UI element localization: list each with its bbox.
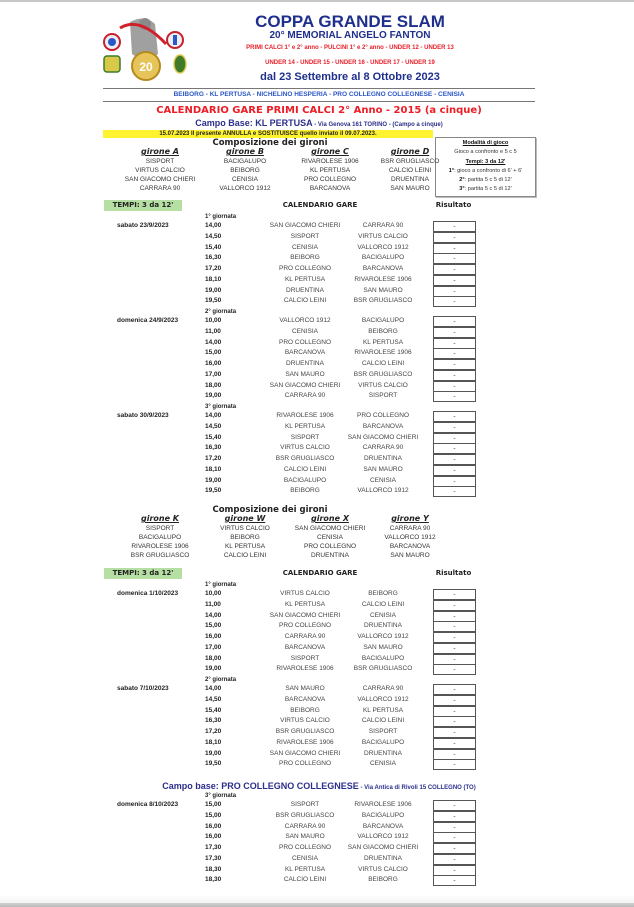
match-time: 19,50 (205, 760, 222, 768)
home-team: CALCIO LEINI (283, 465, 327, 473)
result-field[interactable]: - (433, 589, 476, 600)
result-field[interactable]: - (433, 643, 476, 654)
girone-team: RIVAROLESE 1906 (131, 543, 189, 550)
risultato-heading: Risultato (435, 201, 472, 209)
game-mode-title: Modalità di gioco (462, 140, 509, 146)
result-field[interactable]: - (433, 843, 476, 854)
home-team: SISPORT (290, 801, 320, 808)
host-clubs: BEIBORG - KL PERTUSA - NICHELINO HESPERIA - PRO COLLEGNO COLLEGNESE - CENISIA (173, 91, 465, 98)
match-time: 15,40 (205, 706, 222, 714)
away-team: SAN MAURO (363, 286, 403, 294)
away-team: BACIGALUPO (361, 317, 405, 324)
girone-team: RIVAROLESE 1906 (301, 158, 359, 165)
away-team: CARRARA 90 (362, 685, 404, 692)
away-team: BSR GRUGLIASCO (353, 370, 413, 378)
away-team: BSR GRUGLIASCO (353, 297, 413, 305)
result-field[interactable]: - (433, 338, 476, 349)
match-time: 19,00 (205, 665, 222, 673)
match-time: 10,00 (205, 317, 222, 324)
match-time: 10,00 (205, 590, 222, 597)
away-team: BACIGALUPO (361, 654, 405, 662)
away-team: RIVAROLESE 1906 (354, 349, 412, 357)
match-time: 19,00 (205, 749, 222, 757)
game-mode-tempo-2: 2°: partita 5 c 5 di 12' (459, 177, 512, 183)
giornata-label: 1° giornata (205, 582, 237, 588)
result-field[interactable]: - (433, 370, 476, 381)
away-team: RIVAROLESE 1906 (354, 275, 412, 283)
match-time: 16,00 (205, 833, 222, 841)
result-field[interactable]: - (433, 865, 476, 876)
away-team: CALCIO LEINI (361, 717, 405, 725)
girone-team: CENISIA (231, 176, 258, 183)
result-field[interactable]: - (433, 738, 476, 749)
match-time: 17,00 (205, 370, 222, 378)
result-field[interactable]: - (433, 749, 476, 760)
giornata-label: 2° giornata (205, 309, 237, 315)
home-team: VIRTUS CALCIO (280, 717, 330, 725)
match-time: 18,30 (205, 876, 222, 884)
match-time: 18,10 (205, 275, 222, 283)
risultato-heading: Risultato (435, 569, 472, 577)
result-field[interactable]: - (433, 832, 476, 843)
home-team: CALCIO LEINI (283, 297, 327, 305)
campo-base-label: Campo base: PRO COLLEGNO COLLEGNESE (162, 781, 359, 791)
home-team: RIVAROLESE 1906 (276, 738, 334, 746)
match-time: 16,00 (205, 360, 222, 367)
result-field[interactable]: - (433, 264, 476, 275)
tempi-badge: TEMPI: 3 da 12' (104, 568, 182, 579)
girone-team: BARCANOVA (389, 543, 431, 550)
home-team: CENISIA (291, 854, 318, 862)
girone-team: DRUENTINA (311, 552, 349, 559)
home-team: CARRARA 90 (284, 633, 326, 640)
home-team: DRUENTINA (286, 360, 324, 367)
away-team: VALLORCO 1912 (357, 633, 409, 640)
match-time: 16,30 (205, 444, 222, 452)
away-team: VALLORCO 1912 (357, 695, 409, 703)
away-team: BSR GRUGLIASCO (353, 665, 413, 673)
match-time: 19,00 (205, 476, 222, 484)
match-time: 16,30 (205, 717, 222, 725)
away-team: RIVAROLESE 1906 (354, 801, 412, 808)
result-field[interactable]: - (433, 706, 476, 717)
match-time: 15,00 (205, 811, 222, 819)
girone-team: CALCIO LEINI (223, 552, 267, 559)
result-field[interactable]: - (433, 296, 476, 307)
match-time: 16,30 (205, 254, 222, 262)
girone-name: girone W (224, 514, 266, 523)
home-team: KL PERTUSA (284, 600, 326, 608)
girone-team: BEIBORG (230, 534, 260, 541)
girone-team: VALLORCO 1912 (384, 534, 436, 541)
result-field[interactable]: - (433, 611, 476, 622)
match-time: 14,50 (205, 232, 222, 240)
match-time: 15,40 (205, 243, 222, 251)
girone-team: SISPORT (145, 525, 175, 532)
result-field[interactable]: - (433, 654, 476, 665)
match-time: 17,20 (205, 728, 222, 735)
away-team: CARRARA 90 (362, 222, 404, 229)
match-time: 16,00 (205, 633, 222, 640)
svg-text:20: 20 (139, 60, 153, 74)
result-field[interactable]: - (433, 664, 476, 675)
result-field[interactable]: - (433, 348, 476, 359)
match-time: 17,00 (205, 643, 222, 651)
match-time: 14,00 (205, 412, 222, 419)
girone-team: BARCANOVA (309, 185, 351, 192)
result-field[interactable]: - (433, 822, 476, 833)
campo-base-label: Campo Base: KL PERTUSA (195, 118, 313, 128)
home-team: BEIBORG (290, 254, 320, 262)
home-team: RIVAROLESE 1906 (276, 412, 334, 419)
match-time: 18,00 (205, 381, 222, 389)
home-team: RIVAROLESE 1906 (276, 665, 334, 673)
girone-team: CARRARA 90 (139, 185, 181, 192)
away-team: BACIGALUPO (361, 811, 405, 819)
away-team: PRO COLLEGNO (356, 412, 409, 419)
giornata-label: 1° giornata (205, 214, 237, 220)
giornata-label: 2° giornata (205, 677, 237, 683)
match-time: 14,00 (205, 611, 222, 619)
campo-base-1 (103, 118, 535, 128)
home-team: PRO COLLEGNO (278, 844, 331, 851)
home-team: BSR GRUGLIASCO (275, 728, 335, 735)
girone-team: SAN GIACOMO CHIERI (294, 525, 366, 532)
girone-team: KL PERTUSA (224, 543, 266, 550)
result-field[interactable]: - (433, 486, 476, 497)
result-field[interactable]: - (433, 684, 476, 695)
girone-team: BACIGALUPO (138, 534, 182, 541)
away-team: SAN MAURO (363, 465, 403, 473)
categories-line-2: UNDER 14 - UNDER 15 - UNDER 16 - UNDER 17 - UNDER 19 (265, 60, 435, 66)
result-field[interactable]: - (433, 359, 476, 370)
home-team: CARRARA 90 (284, 822, 326, 830)
home-team: VALLORCO 1912 (279, 317, 331, 324)
home-team: BARCANOVA (284, 643, 326, 651)
result-field[interactable]: - (433, 854, 476, 865)
away-team: DRUENTINA (364, 455, 402, 462)
away-team: VIRTUS CALCIO (358, 232, 408, 240)
calendario-heading: CALENDARIO GARE (282, 569, 358, 577)
home-team: BSR GRUGLIASCO (275, 811, 335, 819)
divider (103, 88, 535, 89)
game-mode-tempo-3: 3°: partita 5 c 5 di 12' (459, 186, 512, 192)
result-field[interactable]: - (433, 695, 476, 706)
girone-team: BEIBORG (230, 167, 260, 174)
campo-base-address: - Via Antica di Rivoli 15 COLLEGNO (TO) (358, 785, 476, 791)
girone-name: girone A (140, 147, 179, 156)
result-field[interactable]: - (433, 600, 476, 611)
result-field[interactable]: - (433, 316, 476, 327)
match-day: domenica 8/10/2023 (117, 801, 179, 808)
girone-name: girone Y (391, 514, 429, 523)
girone-name: girone D (390, 147, 430, 156)
result-field[interactable]: - (433, 433, 476, 444)
away-team: SISPORT (368, 392, 398, 400)
away-team: BACIGALUPO (361, 254, 405, 262)
result-field[interactable]: - (433, 253, 476, 264)
match-time: 17,20 (205, 455, 222, 462)
result-field[interactable]: - (433, 716, 476, 727)
match-time: 15,00 (205, 349, 222, 357)
home-team: BARCANOVA (284, 695, 326, 703)
match-time: 19,00 (205, 392, 222, 400)
away-team: BEIBORG (368, 327, 398, 335)
match-time: 18,00 (205, 654, 222, 662)
result-field[interactable]: - (433, 875, 476, 886)
match-time: 11,00 (205, 600, 221, 608)
result-field[interactable]: - (433, 327, 476, 338)
home-team: VIRTUS CALCIO (280, 590, 330, 597)
bottom-border (0, 903, 634, 907)
away-team: SAN GIACOMO CHIERI (347, 844, 419, 851)
away-team: BARCANOVA (362, 422, 404, 430)
match-time: 15,00 (205, 801, 222, 808)
match-time: 17,20 (205, 265, 222, 272)
home-team: SAN MAURO (285, 685, 325, 692)
divider (103, 101, 535, 102)
result-field[interactable]: - (433, 286, 476, 297)
girone-team: SISPORT (145, 158, 175, 165)
home-team: PRO COLLEGNO (278, 265, 331, 272)
home-team: KL PERTUSA (284, 865, 326, 873)
girone-name: girone K (140, 514, 179, 523)
home-team: BSR GRUGLIASCO (275, 455, 335, 462)
result-field[interactable]: - (433, 243, 476, 254)
home-team: CALCIO LEINI (283, 876, 327, 884)
match-time: 18,10 (205, 465, 222, 473)
girone-team: VALLORCO 1912 (219, 185, 271, 192)
girone-team: VIRTUS CALCIO (220, 525, 270, 532)
tournament-logo (100, 14, 192, 86)
home-team: KL PERTUSA (284, 422, 326, 430)
girone-team: SAN MAURO (390, 185, 430, 192)
away-team: BACIGALUPO (361, 738, 405, 746)
result-field[interactable]: - (433, 632, 476, 643)
girone-name: girone C (311, 147, 349, 156)
girone-team: SAN MAURO (390, 552, 430, 559)
away-team: DRUENTINA (364, 622, 402, 630)
home-team: SAN GIACOMO CHIERI (269, 611, 341, 619)
home-team: CARRARA 90 (284, 392, 326, 400)
away-team: VIRTUS CALCIO (358, 381, 408, 389)
game-mode-tempi: Tempi: 3 da 12' (465, 159, 506, 165)
away-team: CALCIO LEINI (361, 360, 405, 367)
away-team: BEIBORG (368, 876, 398, 884)
girone-team: PRO COLLEGNO (303, 543, 356, 550)
away-team: SAN MAURO (363, 643, 403, 651)
giornata-label: 3° giornata (205, 404, 237, 410)
girone-team: KL PERTUSA (309, 167, 351, 174)
home-team: SAN GIACOMO CHIERI (269, 749, 341, 757)
campo-base-address: - Via Genova 161 TORINO - (Campo a cinque) (312, 122, 443, 128)
home-team: VIRTUS CALCIO (280, 444, 330, 452)
away-team: VALLORCO 1912 (357, 833, 409, 841)
girone-team: CENISIA (316, 534, 343, 541)
girone-team: VIRTUS CALCIO (135, 167, 185, 174)
home-team: BEIBORG (290, 487, 320, 495)
result-field[interactable]: - (433, 422, 476, 433)
match-time: 14,50 (205, 422, 222, 430)
girone-team: PRO COLLEGNO (303, 176, 356, 183)
result-field[interactable]: - (433, 727, 476, 738)
home-team: BACIGALUPO (283, 476, 327, 484)
away-team: VIRTUS CALCIO (358, 865, 408, 873)
match-day: sabato 30/9/2023 (117, 412, 169, 419)
away-team: BEIBORG (368, 590, 398, 597)
home-team: SISPORT (290, 433, 320, 441)
calendar-title: CALENDARIO GARE PRIMI CALCI 2° Anno - 2015 (a cinque) (156, 105, 482, 116)
away-team: KL PERTUSA (362, 706, 404, 714)
away-team: CALCIO LEINI (361, 600, 405, 608)
match-time: 14,50 (205, 695, 222, 703)
match-time: 16,00 (205, 822, 222, 830)
game-mode-tempo-1: 1°: gioco a confronto di 6' + 6' (448, 168, 523, 174)
away-team: BARCANOVA (362, 265, 404, 272)
away-team: SAN GIACOMO CHIERI (347, 433, 419, 441)
result-field[interactable]: - (433, 465, 476, 476)
girone-name: girone X (311, 514, 349, 523)
result-field[interactable]: - (433, 391, 476, 402)
home-team: CENISIA (291, 243, 318, 251)
result-field[interactable]: - (433, 454, 476, 465)
match-time: 17,30 (205, 854, 222, 862)
home-team: SAN GIACOMO CHIERI (269, 381, 341, 389)
match-day: sabato 7/10/2023 (117, 685, 169, 692)
home-team: KL PERTUSA (284, 275, 326, 283)
away-team: VALLORCO 1912 (357, 487, 409, 495)
result-field[interactable]: - (433, 275, 476, 286)
home-team: CENISIA (291, 327, 318, 335)
home-team: DRUENTINA (286, 286, 324, 294)
result-field[interactable]: - (433, 221, 476, 232)
calendario-heading: CALENDARIO GARE (282, 201, 358, 209)
girone-team: SAN GIACOMO CHIERI (124, 176, 196, 183)
match-time: 15,00 (205, 622, 222, 630)
tempi-badge: TEMPI: 3 da 12' (104, 200, 182, 211)
home-team: SISPORT (290, 232, 320, 240)
match-time: 19,00 (205, 286, 222, 294)
match-time: 11,00 (205, 327, 221, 335)
away-team: DRUENTINA (364, 749, 402, 757)
home-team: SISPORT (290, 654, 320, 662)
match-time: 19,50 (205, 297, 222, 305)
match-day: domenica 1/10/2023 (117, 590, 179, 597)
composizione-heading: Composizione dei gironi (212, 505, 328, 515)
tournament-dates: dal 23 Settembre al 8 Ottobre 2023 (260, 71, 440, 83)
match-time: 18,10 (205, 738, 222, 746)
page-shadow (0, 895, 634, 903)
girone-team: BACIGALUPO (223, 158, 267, 165)
match-time: 17,30 (205, 844, 222, 851)
home-team: SAN GIACOMO CHIERI (269, 222, 341, 229)
result-field[interactable]: - (433, 443, 476, 454)
result-field[interactable]: - (433, 811, 476, 822)
page-subtitle: 20° MEMORIAL ANGELO FANTON (269, 30, 431, 41)
match-time: 18,30 (205, 865, 222, 873)
result-field[interactable]: - (433, 759, 476, 770)
match-time: 14,00 (205, 338, 222, 346)
home-team: SAN MAURO (285, 370, 325, 378)
composizione-heading: Composizione dei gironi (212, 138, 328, 148)
girone-team: BSR GRUGLIASCO (380, 158, 440, 165)
away-team: CARRARA 90 (362, 444, 404, 452)
result-field[interactable]: - (433, 232, 476, 243)
away-team: SISPORT (368, 728, 398, 735)
home-team: BEIBORG (290, 706, 320, 714)
girone-team: CARRARA 90 (389, 525, 431, 532)
away-team: CENISIA (369, 476, 396, 484)
away-team: CENISIA (369, 611, 396, 619)
match-time: 19,50 (205, 487, 222, 495)
result-field[interactable]: - (433, 800, 476, 811)
girone-team: BSR GRUGLIASCO (130, 552, 190, 559)
top-border (0, 0, 634, 2)
girone-team: CALCIO LEINI (388, 167, 432, 174)
home-team: PRO COLLEGNO (278, 622, 331, 630)
home-team: PRO COLLEGNO (278, 760, 331, 768)
home-team: PRO COLLEGNO (278, 338, 331, 346)
home-team: SAN MAURO (285, 833, 325, 841)
result-field[interactable]: - (433, 476, 476, 487)
result-field[interactable]: - (433, 381, 476, 392)
result-field[interactable]: - (433, 411, 476, 422)
game-mode-line: Gioco a confronto e 5 c 5 (454, 149, 517, 155)
result-field[interactable]: - (433, 621, 476, 632)
girone-team: DRUENTINA (391, 176, 429, 183)
away-team: VALLORCO 1912 (357, 243, 409, 251)
categories-line-1: PRIMI CALCI 1° e 2° anno - PULCINI 1° e 2° anno - UNDER 12 - UNDER 13 (246, 45, 454, 51)
notice-text: 15.07.2023 Il presente ANNULLA e SOSTITUISCE quello inviato il 09.07.2023. (159, 131, 377, 137)
giornata-label: 3° giornata (205, 793, 237, 799)
home-team: BARCANOVA (284, 349, 326, 357)
page-title: COPPA GRANDE SLAM (255, 12, 445, 31)
away-team: DRUENTINA (364, 854, 402, 862)
logo-shield-left (104, 56, 120, 72)
away-team: BARCANOVA (362, 822, 404, 830)
match-day: domenica 24/9/2023 (117, 317, 179, 324)
match-time: 14,00 (205, 222, 222, 229)
away-team: KL PERTUSA (362, 338, 404, 346)
match-day: sabato 23/9/2023 (117, 222, 169, 229)
match-time: 15,40 (205, 433, 222, 441)
campo-base-2 (103, 781, 535, 791)
match-time: 14,00 (205, 685, 222, 692)
girone-name: girone B (226, 147, 264, 156)
away-team: CENISIA (369, 760, 396, 768)
